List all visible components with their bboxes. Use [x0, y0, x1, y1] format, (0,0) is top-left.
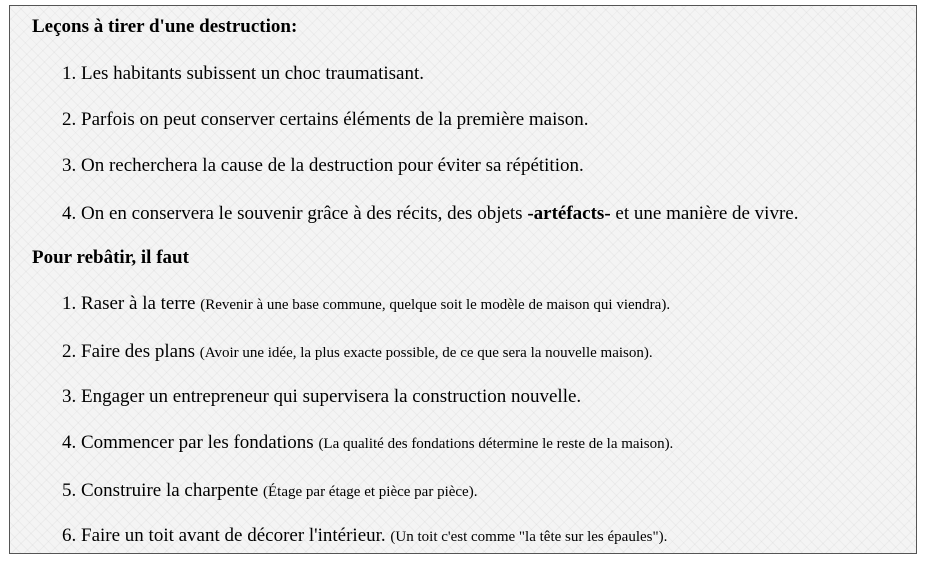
item-number: 2.	[62, 341, 77, 362]
item-number: 3.	[62, 386, 77, 407]
item-number: 4.	[62, 432, 77, 453]
item-number: 6.	[62, 525, 77, 546]
lesson-item-3	[62, 155, 584, 177]
lesson-item-4	[62, 203, 798, 225]
item-text: Construire la charpente	[81, 480, 259, 501]
lesson-item-1	[62, 63, 424, 85]
item-text: On en conservera le souvenir grâce à des récits, des objets	[81, 203, 528, 224]
item-note: (Étage par étage et pièce par pièce).	[263, 484, 478, 500]
content-frame	[9, 5, 917, 554]
item-text: Faire un toit avant de décorer l'intérieur.	[81, 525, 386, 546]
rebuild-item-3	[62, 386, 581, 408]
item-text: Commencer par les fondations	[81, 432, 314, 453]
item-number: 1.	[62, 63, 77, 84]
item-number: 3.	[62, 155, 77, 176]
item-text: Raser à la terre	[81, 293, 196, 314]
rebuild-item-1	[62, 293, 670, 316]
item-note: (La qualité des fondations détermine le reste de la maison).	[318, 436, 674, 452]
item-text: Engager un entrepreneur qui supervisera la construction nouvelle.	[81, 386, 582, 407]
lesson-item-2	[62, 109, 589, 131]
rebuild-item-4	[62, 432, 673, 455]
item-text: Les habitants subissent un choc traumatisant.	[81, 63, 424, 84]
item-note: (Avoir une idée, la plus exacte possible, de ce que sera la nouvelle maison).	[199, 345, 653, 361]
rebuild-item-5	[62, 480, 477, 503]
rebuild-item-6	[62, 525, 667, 548]
item-text: Parfois on peut conserver certains éléments de la première maison.	[81, 109, 589, 130]
rebuild-item-2	[62, 341, 653, 364]
item-text-after: et une manière de vivre.	[610, 203, 799, 224]
item-number: 2.	[62, 109, 77, 130]
item-text-bold: -artéfacts-	[527, 203, 611, 224]
item-number: 4.	[62, 203, 77, 224]
item-text: On recherchera la cause de la destruction pour éviter sa répétition.	[81, 155, 584, 176]
item-note: (Un toit c'est comme "la tête sur les épaules").	[390, 529, 668, 545]
item-number: 5.	[62, 480, 77, 501]
item-text: Faire des plans	[81, 341, 195, 362]
item-note: (Revenir à une base commune, quelque soit le modèle de maison qui viendra).	[200, 297, 671, 313]
section-title-rebuild: Pour rebâtir, il faut	[32, 247, 189, 268]
item-number: 1.	[62, 293, 77, 314]
section-title-lessons: Leçons à tirer d'une destruction:	[32, 16, 298, 37]
